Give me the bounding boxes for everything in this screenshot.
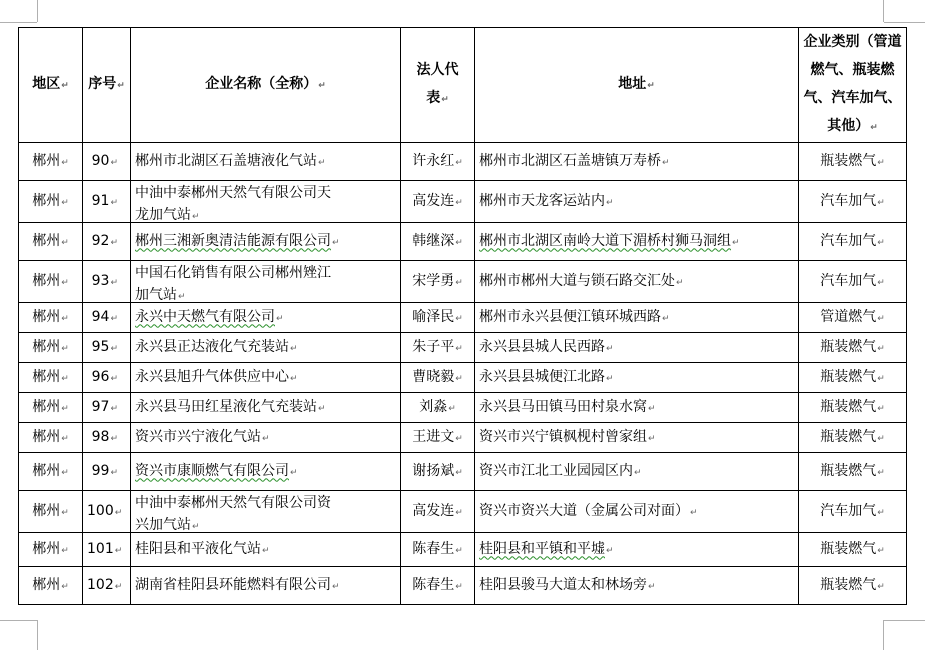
cell-legal-rep: 高发连↵ <box>401 181 475 223</box>
cell-seq: 93↵ <box>83 261 131 303</box>
table-row <box>19 143 907 181</box>
cell-name: 资兴市兴宁液化气站↵ <box>131 423 401 453</box>
cell-name: 永兴县正达液化气充装站↵ <box>131 333 401 363</box>
cell-address: 郴州市永兴县便江镇环城西路↵ <box>475 303 799 333</box>
table-row <box>19 453 907 491</box>
cell-address: 郴州市天龙客运站内↵ <box>475 181 799 223</box>
header-name: 企业名称（全称）↵ <box>131 28 401 143</box>
crop-mark <box>0 22 37 23</box>
cell-name: 桂阳县和平液化气站↵ <box>131 533 401 567</box>
table-row <box>19 223 907 261</box>
cell-category: 管道燃气↵ <box>799 303 907 333</box>
cell-category: 瓶装燃气↵ <box>799 333 907 363</box>
cell-address: 资兴市江北工业园园区内↵ <box>475 453 799 491</box>
cell-legal-rep: 谢扬斌↵ <box>401 453 475 491</box>
table-row <box>19 261 907 303</box>
cell-name: 郴州三湘新奥清洁能源有限公司↵ <box>131 223 401 261</box>
cell-region: 郴州↵ <box>19 261 83 303</box>
cell-seq: 90↵ <box>83 143 131 181</box>
cell-legal-rep: 许永红↵ <box>401 143 475 181</box>
cell-region: 郴州↵ <box>19 363 83 393</box>
cell-region: 郴州↵ <box>19 181 83 223</box>
crop-mark <box>37 620 38 650</box>
crop-mark <box>883 0 884 22</box>
table-row <box>19 393 907 423</box>
cell-seq: 101↵ <box>83 533 131 567</box>
cell-seq: 95↵ <box>83 333 131 363</box>
cell-legal-rep: 曹晓毅↵ <box>401 363 475 393</box>
cell-name: 永兴县马田红星液化气充装站↵ <box>131 393 401 423</box>
header-row <box>19 28 907 143</box>
cell-legal-rep: 王进文↵ <box>401 423 475 453</box>
crop-mark <box>37 0 38 22</box>
cell-address: 永兴县马田镇马田村泉水窝↵ <box>475 393 799 423</box>
crop-mark <box>883 620 884 650</box>
cell-region: 郴州↵ <box>19 333 83 363</box>
table-row <box>19 567 907 605</box>
cell-seq: 99↵ <box>83 453 131 491</box>
header-address: 地址↵ <box>475 28 799 143</box>
cell-seq: 94↵ <box>83 303 131 333</box>
cell-legal-rep: 陈春生↵ <box>401 533 475 567</box>
cell-legal-rep: 陈春生↵ <box>401 567 475 605</box>
header-legal-rep: 法人代表↵ <box>401 28 475 143</box>
table-row <box>19 333 907 363</box>
cell-address: 桂阳县和平镇和平墟↵ <box>475 533 799 567</box>
cell-category: 瓶装燃气↵ <box>799 533 907 567</box>
cell-seq: 102↵ <box>83 567 131 605</box>
cell-category: 瓶装燃气↵ <box>799 143 907 181</box>
cell-seq: 91↵ <box>83 181 131 223</box>
cell-category: 瓶装燃气↵ <box>799 393 907 423</box>
cell-legal-rep: 喻泽民↵ <box>401 303 475 333</box>
cell-name: 郴州市北湖区石盖塘液化气站↵ <box>131 143 401 181</box>
cell-category: 汽车加气↵ <box>799 181 907 223</box>
table-row <box>19 363 907 393</box>
cell-category: 瓶装燃气↵ <box>799 567 907 605</box>
cell-legal-rep: 宋学勇↵ <box>401 261 475 303</box>
cell-address: 郴州市北湖区石盖塘镇万寿桥↵ <box>475 143 799 181</box>
crop-mark <box>884 22 925 23</box>
cell-region: 郴州↵ <box>19 393 83 423</box>
cell-legal-rep: 刘淼↵ <box>401 393 475 423</box>
cell-address: 资兴市兴宁镇枫枧村曾家组↵ <box>475 423 799 453</box>
table-row <box>19 303 907 333</box>
cell-region: 郴州↵ <box>19 533 83 567</box>
cell-seq: 98↵ <box>83 423 131 453</box>
cell-category: 汽车加气↵ <box>799 223 907 261</box>
cell-name: 永兴县旭升气体供应中心↵ <box>131 363 401 393</box>
cell-name: 中油中泰郴州天然气有限公司资兴加气站↵ <box>131 491 401 533</box>
document-table-area <box>18 27 906 615</box>
cell-name: 中油中泰郴州天然气有限公司天龙加气站↵ <box>131 181 401 223</box>
cell-name: 永兴中天燃气有限公司↵ <box>131 303 401 333</box>
cell-address: 永兴县县城便江北路↵ <box>475 363 799 393</box>
cell-address: 郴州市郴州大道与锁石路交汇处↵ <box>475 261 799 303</box>
cell-region: 郴州↵ <box>19 567 83 605</box>
table-row <box>19 181 907 223</box>
header-region: 地区↵ <box>19 28 83 143</box>
header-category: 企业类别（管道燃气、瓶装燃气、汽车加气、其他）↵ <box>799 28 907 143</box>
cell-name: 资兴市康顺燃气有限公司↵ <box>131 453 401 491</box>
cell-region: 郴州↵ <box>19 143 83 181</box>
cell-legal-rep: 朱子平↵ <box>401 333 475 363</box>
cell-category: 汽车加气↵ <box>799 261 907 303</box>
table-row <box>19 423 907 453</box>
cell-address: 永兴县县城人民西路↵ <box>475 333 799 363</box>
cell-name: 中国石化销售有限公司郴州矬江加气站↵ <box>131 261 401 303</box>
cell-category: 瓶装燃气↵ <box>799 453 907 491</box>
table-row <box>19 533 907 567</box>
cell-name: 湖南省桂阳县环能燃料有限公司↵ <box>131 567 401 605</box>
crop-mark <box>884 620 925 621</box>
cell-seq: 92↵ <box>83 223 131 261</box>
cell-legal-rep: 韩继深↵ <box>401 223 475 261</box>
cell-seq: 100↵ <box>83 491 131 533</box>
enterprise-table <box>18 27 907 605</box>
cell-category: 瓶装燃气↵ <box>799 423 907 453</box>
cell-region: 郴州↵ <box>19 303 83 333</box>
cell-region: 郴州↵ <box>19 491 83 533</box>
table-row <box>19 491 907 533</box>
cell-region: 郴州↵ <box>19 423 83 453</box>
cell-region: 郴州↵ <box>19 223 83 261</box>
cell-category: 汽车加气↵ <box>799 491 907 533</box>
cell-address: 桂阳县骏马大道太和林场旁↵ <box>475 567 799 605</box>
cell-region: 郴州↵ <box>19 453 83 491</box>
cell-seq: 96↵ <box>83 363 131 393</box>
cell-legal-rep: 高发连↵ <box>401 491 475 533</box>
cell-seq: 97↵ <box>83 393 131 423</box>
cell-address: 资兴市资兴大道（金属公司对面）↵ <box>475 491 799 533</box>
header-seq: 序号↵ <box>83 28 131 143</box>
cell-address: 郴州市北湖区南岭大道下湄桥村狮马洞组↵ <box>475 223 799 261</box>
cell-category: 瓶装燃气↵ <box>799 363 907 393</box>
crop-mark <box>0 620 37 621</box>
